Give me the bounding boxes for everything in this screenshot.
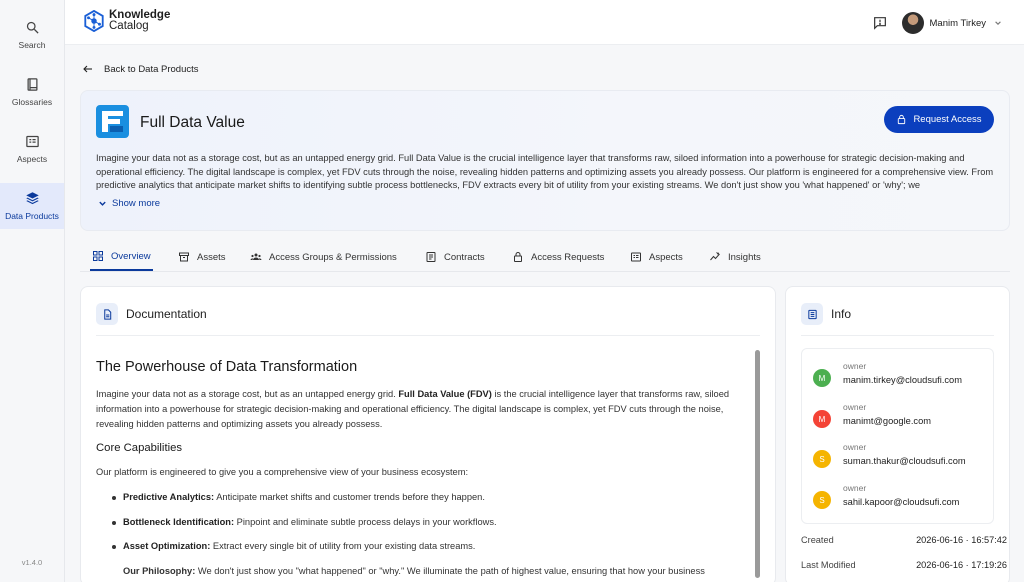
search-icon [25,20,40,35]
aspects-icon [25,134,40,149]
info-card [785,286,1010,582]
rail-item-aspects[interactable] [0,126,64,172]
document-icon [96,303,118,325]
last-modified-label: Last Modified [801,560,856,570]
doc-core-intro: Our platform is engineered to give you a comprehensive view of your business ecosystem: [96,467,469,477]
lock-icon [896,114,907,125]
list-item: Predictive Analytics: Anticipate market shifts and customer trends before they happen. [112,490,758,505]
tab-access-groups[interactable] [248,243,399,271]
rail-item-label: Aspects [16,154,48,164]
documentation-card [80,286,776,582]
owner-email[interactable]: suman.thakur@cloudsufi.com [843,456,966,466]
user-name[interactable]: Manim Tirkey [929,17,986,29]
insights-icon [709,251,721,263]
aspects-icon [630,251,642,263]
tab-aspects[interactable] [628,243,685,271]
doc-intro: Imagine your data not as a storage cost, but as an untapped energy grid. Full Data Value (FDV) is the crucial intelligence layer that transforms raw, siloed information into a powerhouse for strategic decision-making and operational efficiency. The digital landscape is complex, yet FDV cuts through the noise, revealing hidden patterns and optimizing assets you already possess. [96,389,730,429]
doc-philosophy: Our Philosophy: We don't just show you "what happened" or "why." We illuminate the path of highest value, ensuring that how your business [123,565,705,576]
scrollbar[interactable] [755,350,760,578]
lock-icon [512,251,524,263]
documentation-title: Documentation [126,307,207,321]
rail-item-glossaries[interactable] [0,69,64,115]
request-access-button[interactable] [884,106,994,133]
created-label: Created [801,535,834,545]
owner-item [813,361,988,393]
app-name-line1: Knowledge [109,9,171,21]
tab-bar [80,243,1010,272]
rail-item-label: Glossaries [11,97,53,107]
rail-item-data-products[interactable] [0,183,64,229]
product-logo-icon [96,105,129,138]
groups-icon [250,251,262,263]
avatar: M [813,369,831,387]
owner-role: owner [843,442,867,452]
info-list-icon [801,303,823,325]
divider [801,335,994,336]
archive-icon [178,251,190,263]
doc-subheading: Core Capabilities [96,442,183,454]
book-icon [25,77,40,92]
page-title: Full Data Value [140,114,245,131]
last-modified-value: 2026-06-16 · 17:19:26 [916,560,1007,570]
product-description: Imagine your data not as a storage cost, but as an untapped energy grid. Full Data Value is the crucial intelligence layer that transforms raw, siloed information into a powerhouse for strategic decision-making and operational efficiency. The digital landscape is complex, yet FDV cuts through the noise, revealing hidden patterns and optimizing assets you already possess. Our platform is engineered for a comprehensive view. From predictive analytics that anticipate market shifts to identifying subtle process bottlenecks, FDV extracts every bit of utility from your existing streams. We don't just show you 'what happened' or 'why'; we [96,153,994,190]
avatar[interactable] [902,12,924,34]
tab-overview[interactable] [90,243,153,271]
tab-label: Access Groups & Permissions [269,251,397,263]
owner-role: owner [843,402,867,412]
info-title: Info [831,307,852,321]
doc-heading: The Powerhouse of Data Transformation [96,359,358,375]
rail-item-search[interactable] [0,12,64,58]
request-access-label: Request Access [913,114,982,125]
app-logo[interactable] [83,10,170,32]
owners-list [801,348,994,524]
documentation-content [96,359,758,579]
arrow-left-icon [82,63,94,75]
grid-icon [92,250,104,262]
owner-role: owner [843,361,867,371]
app-name-line2: Catalog [109,20,149,32]
knowledge-catalog-logo-icon [83,10,105,32]
top-bar [65,0,1024,45]
created-value: 2026-06-16 · 16:57:42 [916,535,1007,545]
tab-label: Insights [728,251,761,263]
owner-item [813,402,988,434]
chevron-down-icon [98,199,107,208]
product-header [80,90,1010,231]
list-item: Asset Optimization: Extract every single bit of utility from your existing data streams. [112,539,758,554]
tab-contracts[interactable] [423,243,487,271]
tab-insights[interactable] [707,243,763,271]
list-item: Bottleneck Identification: Pinpoint and eliminate subtle process delays in your workflows. [112,515,758,530]
layers-icon [25,191,40,206]
tab-access-requests[interactable] [510,243,606,271]
tab-label: Aspects [649,251,683,263]
owner-email[interactable]: sahil.kapoor@cloudsufi.com [843,497,960,507]
rail-item-label: Search [18,40,46,50]
tab-label: Access Requests [531,251,605,263]
avatar: S [813,491,831,509]
tab-label: Contracts [444,251,485,263]
owner-item [813,483,988,515]
divider [96,335,760,336]
app-version: v1.4.0 [21,558,43,567]
tab-assets[interactable] [176,243,228,271]
feedback-icon[interactable] [872,15,888,31]
left-rail [0,0,65,582]
owner-item [813,442,988,474]
back-link[interactable] [82,63,199,75]
show-more-button[interactable] [98,198,160,209]
owner-role: owner [843,483,867,493]
tab-label: Overview [111,250,151,262]
rail-item-label: Data Products [5,211,59,221]
tab-label: Assets [197,251,226,263]
chevron-down-icon[interactable] [994,19,1002,27]
avatar: S [813,450,831,468]
owner-email[interactable]: manim.tirkey@cloudsufi.com [843,375,962,385]
back-link-label: Back to Data Products [104,63,199,75]
show-more-label: Show more [112,198,161,209]
avatar: M [813,410,831,428]
owner-email[interactable]: manimt@google.com [843,416,931,426]
contract-icon [425,251,437,263]
